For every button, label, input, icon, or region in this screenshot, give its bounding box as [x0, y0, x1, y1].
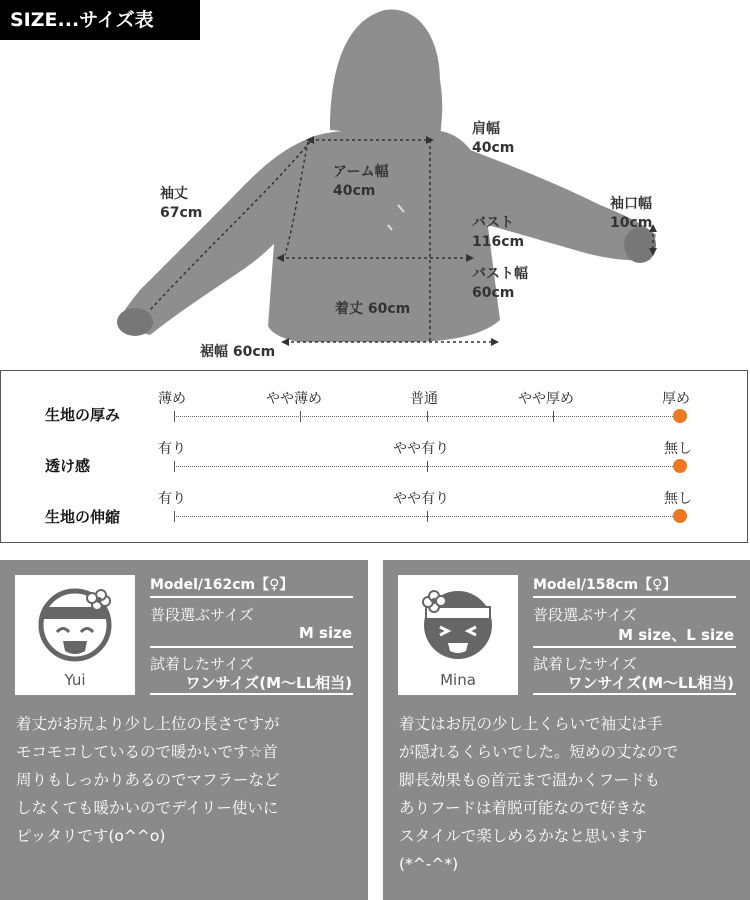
model-avatar — [15, 575, 135, 695]
scale-label: 無し — [664, 441, 692, 457]
model-card-mina — [383, 560, 750, 900]
measure-bust: バスト 116cm — [472, 215, 525, 250]
selected-level-dot — [673, 459, 687, 473]
usual-size-label: 普段選ぶサイズ — [150, 606, 254, 624]
tried-size-label: 試着したサイズ — [150, 655, 254, 673]
model-title: Model/158cm【♀】 — [533, 577, 677, 593]
scale-label: 薄め — [158, 391, 186, 407]
smiling-face-icon — [35, 585, 115, 665]
scale-tick — [174, 461, 175, 472]
model-avatar — [398, 575, 518, 695]
measure-sleeve-length: 袖丈 67cm — [160, 186, 203, 221]
usual-size-value: M size、L size — [618, 626, 734, 644]
scale-label: やや薄め — [266, 391, 322, 407]
scale-tick — [553, 411, 554, 422]
row-title-stretch: 生地の伸縮 — [45, 508, 121, 526]
selected-level-dot — [673, 409, 687, 423]
fabric-properties-table — [0, 370, 748, 543]
model-name: Yui — [64, 671, 86, 689]
scale-label: 有り — [158, 491, 186, 507]
usual-size-value: M size — [298, 624, 352, 642]
scale-tick — [174, 511, 175, 522]
model-card-yui — [0, 560, 368, 900]
scale-tick — [427, 411, 428, 422]
scale-label: 無し — [664, 491, 692, 507]
measure-arm-width: アーム幅 40cm — [333, 164, 389, 199]
scale-label: 厚め — [662, 391, 690, 407]
size-chart-tab: SIZE...サイズ表 — [0, 0, 200, 40]
divider — [150, 646, 353, 648]
row-title-thickness: 生地の厚み — [45, 406, 121, 424]
measure-hem-width: 裾幅 60cm — [200, 344, 276, 360]
measure-bust-width: バスト幅 60cm — [472, 266, 528, 301]
divider — [533, 646, 736, 648]
scale-tick — [427, 461, 428, 472]
tried-size-value: ワンサイズ(M～LL相当) — [567, 674, 734, 692]
winking-face-icon — [418, 585, 498, 665]
measure-cuff-width: 袖口幅 10cm — [610, 196, 653, 231]
model-comment: 着丈はお尻の少し上くらいで袖丈は手 が隠れるくらいでした。短めの丈なので 脚長効果も◎首元まで温かくフードも ありフードは着脱可能なので好きな スタイルで楽しめるかなと思います (*^-^*) — [399, 715, 679, 873]
measure-shoulder-width: 肩幅 40cm — [472, 121, 515, 156]
scale-label: 普通 — [410, 391, 438, 407]
divider — [533, 693, 736, 695]
selected-level-dot — [673, 509, 687, 523]
measure-length: 着丈 60cm — [335, 301, 411, 317]
divider — [150, 596, 353, 598]
tried-size-value: ワンサイズ(M～LL相当) — [185, 674, 352, 692]
scale-tick — [300, 411, 301, 422]
row-title-transparency: 透け感 — [45, 457, 91, 475]
usual-size-label: 普段選ぶサイズ — [533, 606, 637, 624]
scale-label: やや有り — [393, 491, 449, 507]
model-name: Mina — [440, 671, 476, 689]
scale-label: やや厚め — [518, 391, 574, 407]
divider — [150, 693, 353, 695]
scale-tick — [174, 411, 175, 422]
scale-label: やや有り — [393, 441, 449, 457]
model-comment: 着丈がお尻より少し上位の長さですが モコモコしているので暖かいです☆首 周りもしっかりあるのでマフラーなど しなくても暖かいのでデイリー使いに ピッタリです(o^^o) — [16, 715, 280, 845]
scale-tick — [427, 511, 428, 522]
scale-label: 有り — [158, 441, 186, 457]
tried-size-label: 試着したサイズ — [533, 655, 637, 673]
divider — [533, 596, 736, 598]
model-title: Model/162cm【♀】 — [150, 577, 294, 593]
